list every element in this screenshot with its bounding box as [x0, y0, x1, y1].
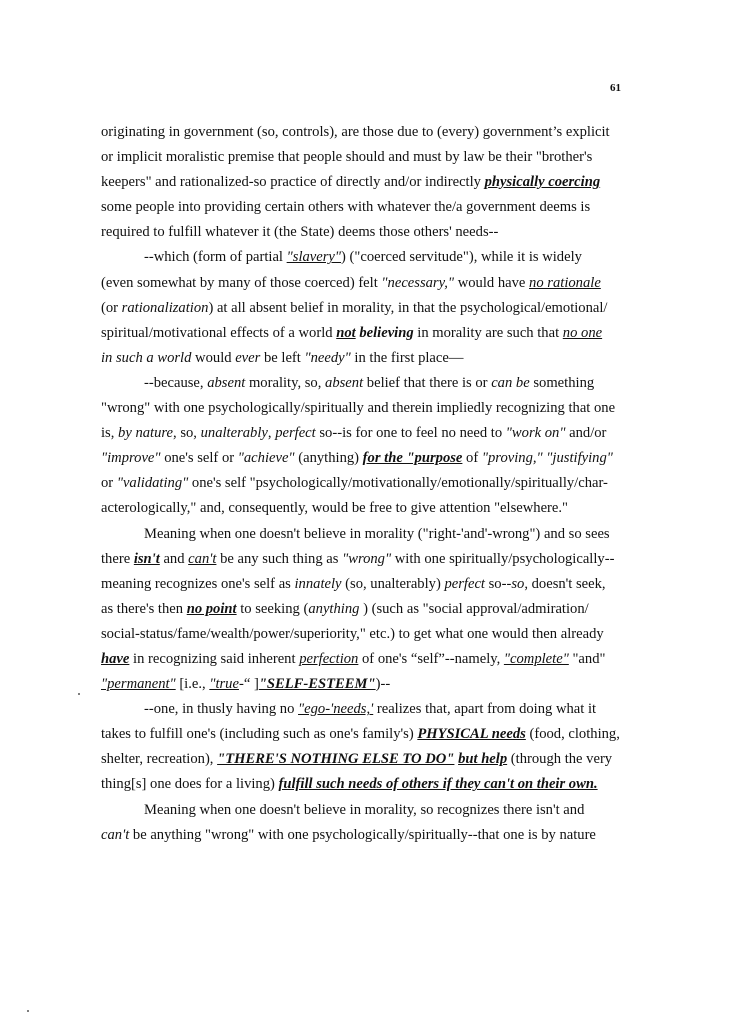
text-run: thing[s] one does for a living) [101, 776, 279, 793]
text-run: )-- [375, 676, 391, 693]
text-run: with one spiritually/psychologically-- [391, 550, 615, 567]
text-line [101, 245, 625, 270]
emphasis-run: can be [491, 374, 530, 391]
text-line: required to fulfill whatever it (the State) deems those others' needs-- [101, 224, 499, 241]
text-run: ) at all absent belief in morality, in that the psychological/emotional/ [208, 299, 608, 316]
emphasis-run: no point [186, 600, 237, 617]
text-run: in morality are such that [413, 324, 563, 341]
emphasis-run: "complete" [503, 650, 569, 667]
body-text [101, 120, 625, 848]
scan-speck [27, 1010, 29, 1012]
emphasis-run: have [101, 650, 130, 667]
text-line [101, 446, 625, 471]
text-run: -“ ] [238, 676, 259, 693]
text-line [101, 672, 625, 697]
text-run: , doesn't seek, [524, 575, 606, 592]
text-run: (even somewhat by many of those coerced) felt [101, 274, 382, 291]
emphasis-run: "achieve" [237, 450, 295, 467]
text-run: realizes that, apart from doing what it [373, 701, 597, 718]
text-line [101, 747, 625, 772]
emphasis-run: can't [188, 550, 217, 567]
text-run: so--is for one to feel no need to [315, 425, 506, 442]
text-run: spiritual/motivational effects of a world [101, 324, 337, 341]
text-line [101, 296, 625, 321]
emphasis-run: "slavery" [286, 249, 342, 266]
text-line [101, 271, 625, 296]
emphasis-run: ever [235, 349, 261, 366]
text-run: of [462, 450, 482, 467]
text-run: (so, unalterably) [341, 575, 445, 592]
emphasis-run: believing [359, 324, 414, 341]
text-run: and [159, 550, 189, 567]
text-run: of one's “self”--namely, [358, 650, 504, 667]
text-line [101, 572, 625, 597]
emphasis-run: but help [458, 751, 508, 768]
emphasis-run: absent [207, 374, 246, 391]
text-run: --one, in thusly having no [144, 701, 299, 718]
text-run: , so, [173, 425, 201, 442]
text-run: is, [101, 425, 119, 442]
text-run: one's self "psychologically/motivationally/emotionally/spiritually/char- [188, 475, 608, 492]
text-run: would have [454, 274, 530, 291]
emphasis-run: perfect [275, 425, 316, 442]
text-run: keepers" and rationalized-so practice of directly and/or indirectly [101, 174, 485, 191]
text-run: --because, [144, 374, 208, 391]
text-run: something [529, 374, 595, 391]
text-run: in the first place— [350, 349, 464, 366]
text-run: "and" [568, 650, 606, 667]
text-run: belief that there is or [363, 374, 492, 391]
text-line [101, 823, 625, 848]
text-run: (food, clothing, [525, 726, 620, 743]
emphasis-run: no one [562, 324, 603, 341]
text-run: shelter, recreation), [101, 751, 218, 768]
text-run: one's self or [160, 450, 238, 467]
text-run: there [101, 550, 134, 567]
emphasis-run: PHYSICAL needs [417, 726, 526, 743]
emphasis-run: "improve" [101, 450, 161, 467]
text-run: [i.e., [175, 676, 210, 693]
emphasis-run: anything [308, 600, 360, 617]
text-run: would [191, 349, 236, 366]
emphasis-run: "THERE'S NOTHING ELSE TO DO" [217, 751, 455, 768]
emphasis-run: no rationale [529, 274, 601, 291]
text-line [101, 722, 625, 747]
text-line: some people into providing certain others with whatever the/a government deems is [101, 199, 591, 216]
text-run: so-- [484, 575, 512, 592]
text-line: Meaning when one doesn't believe in morality, so recognizes there isn't and [144, 801, 585, 818]
text-run: (anything) [294, 450, 363, 467]
text-run: to seeking ( [236, 600, 309, 617]
emphasis-run: physically coercing [484, 174, 601, 191]
emphasis-run: rationalization [121, 299, 209, 316]
text-line [101, 471, 625, 496]
emphasis-run: "needy" [304, 349, 351, 366]
text-line [101, 697, 625, 722]
text-run: or [101, 475, 117, 492]
text-run: be anything "wrong" with one psychologically/spiritually--that one is by nature [129, 826, 596, 843]
emphasis-run: "proving," [481, 450, 543, 467]
emphasis-run: not [336, 324, 356, 341]
emphasis-run: can't [101, 826, 130, 843]
text-line: acterologically," and, consequently, would be free to give attention "elsewhere." [101, 500, 568, 517]
scan-speck [78, 693, 80, 695]
emphasis-run: so [511, 575, 525, 592]
text-line [101, 321, 625, 346]
emphasis-run: "justifying" [546, 450, 613, 467]
emphasis-run: perfection [299, 650, 359, 667]
text-run: (through the very [507, 751, 613, 768]
text-line [101, 346, 625, 371]
emphasis-run: by nature [118, 425, 174, 442]
text-line: originating in government (so, controls), are those due to (every) government’s explicit [101, 124, 610, 140]
emphasis-run: "wrong" [342, 550, 392, 567]
text-run: morality, so, [245, 374, 326, 391]
text-run: ) ("coerced servitude"), while it is widely [341, 249, 582, 266]
text-line: social-status/fame/wealth/power/superiority," etc.) to get what one would then already [101, 625, 604, 642]
text-run: , [267, 425, 276, 442]
emphasis-run: "SELF-ESTEEM" [258, 676, 376, 693]
text-run: in recognizing said inherent [129, 650, 300, 667]
emphasis-run: "validating" [116, 475, 189, 492]
text-line [101, 547, 625, 572]
text-line [101, 647, 625, 672]
text-line [101, 597, 625, 622]
text-run: as there's then [101, 600, 187, 617]
text-line: "wrong" with one psychologically/spiritually and therein impliedly recognizing that one [101, 400, 616, 417]
text-line [101, 170, 625, 195]
text-run: and/or [565, 425, 607, 442]
emphasis-run: "ego-'needs,' [298, 701, 374, 718]
emphasis-run: "permanent" [101, 676, 176, 693]
page-number: 61 [610, 82, 621, 94]
text-line: Meaning when one doesn't believe in morality ("right-'and'-wrong") and so sees [144, 525, 610, 542]
emphasis-run: fulfill such needs of others if they can't on their own. [278, 776, 598, 793]
emphasis-run: innately [294, 575, 342, 592]
text-line [101, 371, 625, 396]
text-run: be left [260, 349, 305, 366]
text-run: meaning recognizes one's self as [101, 575, 295, 592]
emphasis-run: "work on" [505, 425, 566, 442]
emphasis-run: "true [209, 676, 239, 693]
text-run: be any such thing as [216, 550, 343, 567]
text-run: takes to fulfill one's (including such as one's family's) [101, 726, 418, 743]
emphasis-run: for the "purpose [362, 450, 463, 467]
emphasis-run: perfect [444, 575, 485, 592]
emphasis-run: "necessary," [381, 274, 455, 291]
text-run: (or [101, 299, 122, 316]
emphasis-run: unalterably [200, 425, 268, 442]
text-line: or implicit moralistic premise that people should and must by law be their "brother's [101, 149, 593, 166]
emphasis-run: in such a world [101, 349, 192, 366]
text-run: --which (form of partial [144, 249, 287, 266]
text-line [101, 772, 625, 797]
text-line [101, 421, 625, 446]
text-run: ) (such as "social approval/admiration/ [359, 600, 589, 617]
emphasis-run: absent [325, 374, 364, 391]
emphasis-run: isn't [133, 550, 160, 567]
